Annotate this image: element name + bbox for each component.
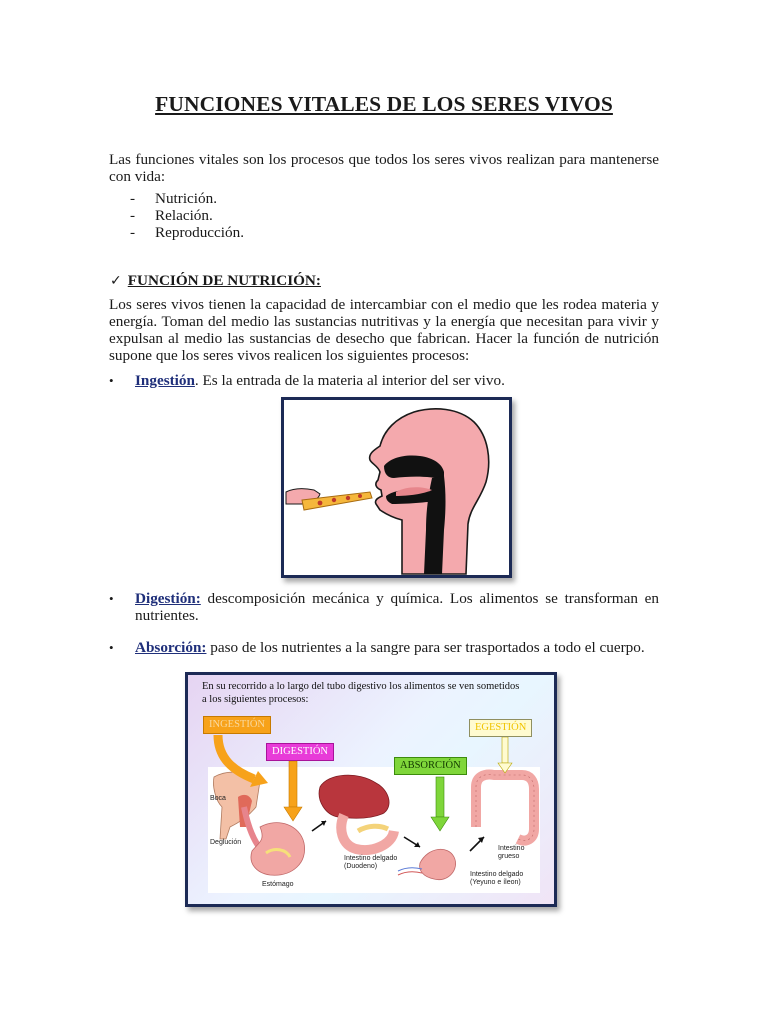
list-item-label: Relación. bbox=[155, 207, 213, 224]
bullet-ingestion bbox=[109, 372, 659, 389]
label-egestion: EGESTIÓN bbox=[469, 719, 532, 737]
ingestion-illustration bbox=[281, 397, 512, 578]
page-title: FUNCIONES VITALES DE LOS SERES VIVOS bbox=[155, 92, 613, 116]
section-heading-text: FUNCIÓN DE NUTRICIÓN: bbox=[127, 272, 321, 289]
bullet-icon: • bbox=[109, 373, 114, 388]
nutrition-paragraph: Los seres vivos tienen la capacidad de intercambiar con el medio que les rodea materia y energía. Toman del medio las sustancias nutritivas y la energía que necesitan para vivir y expulsan al medio las sustancias de desecho que fabrican. Hacer la función de nutrición supone que los seres vivos realicen los siguientes procesos: bbox=[109, 296, 659, 364]
caption-small-intestine-jejunum: Intestino delgado (Yeyuno e íleon) bbox=[470, 871, 524, 886]
process-arrows bbox=[188, 675, 554, 904]
caption-small-intestine-duodenum: Intestino delgado (Duodeno) bbox=[344, 855, 398, 870]
bullet-icon: • bbox=[109, 591, 114, 606]
list-dash: - bbox=[130, 224, 136, 241]
list-item-label: Nutrición. bbox=[155, 190, 218, 207]
term-digestion: Digestión: bbox=[135, 590, 201, 607]
head-eating-image bbox=[284, 400, 509, 575]
figure-intro: En su recorrido a lo largo del tubo digestivo los alimentos se ven sometidos a los siguientes procesos: bbox=[202, 681, 520, 705]
list-item-label: Reproducción. bbox=[155, 224, 244, 241]
label-digestion: DIGESTIÓN bbox=[266, 743, 334, 761]
list-item bbox=[130, 207, 244, 224]
list-item bbox=[130, 190, 244, 207]
check-icon: ✓ bbox=[110, 273, 122, 289]
bullet-digestion bbox=[109, 590, 659, 624]
bullet-absorption bbox=[109, 639, 659, 656]
caption-mouth: Boca bbox=[210, 795, 226, 802]
caption-swallow: Deglución bbox=[210, 839, 242, 846]
absorption-arrow-head bbox=[431, 817, 449, 831]
bullet-icon: • bbox=[109, 640, 114, 655]
digestion-arrow-head bbox=[284, 807, 302, 821]
definition-digestion: descomposición mecánica y química. Los alimentos se transforman en nutrientes. bbox=[135, 590, 659, 624]
functions-list bbox=[130, 190, 244, 241]
label-ingestion: INGESTIÓN bbox=[203, 716, 271, 734]
term-absorption: Absorción: bbox=[135, 639, 207, 656]
digestive-processes-figure bbox=[185, 672, 557, 907]
term-ingestion: Ingestión bbox=[135, 372, 195, 389]
list-item bbox=[130, 224, 244, 241]
list-dash: - bbox=[130, 190, 136, 207]
intro-paragraph: Las funciones vitales son los procesos que todos los seres vivos realizan para mantenerse con vida: bbox=[109, 151, 659, 185]
section-heading-nutrition bbox=[110, 272, 321, 290]
caption-stomach: Estómago bbox=[262, 881, 294, 888]
list-dash: - bbox=[130, 207, 136, 224]
egestion-arrow-head bbox=[498, 763, 512, 773]
definition-ingestion: . Es la entrada de la materia al interior del ser vivo. bbox=[194, 372, 505, 389]
label-absorption: ABSORCIÓN bbox=[394, 757, 467, 775]
caption-large-intestine: Intestino grueso bbox=[498, 845, 525, 860]
definition-absorption: paso de los nutrientes a la sangre para ser trasportados a todo el cuerpo. bbox=[206, 639, 645, 656]
